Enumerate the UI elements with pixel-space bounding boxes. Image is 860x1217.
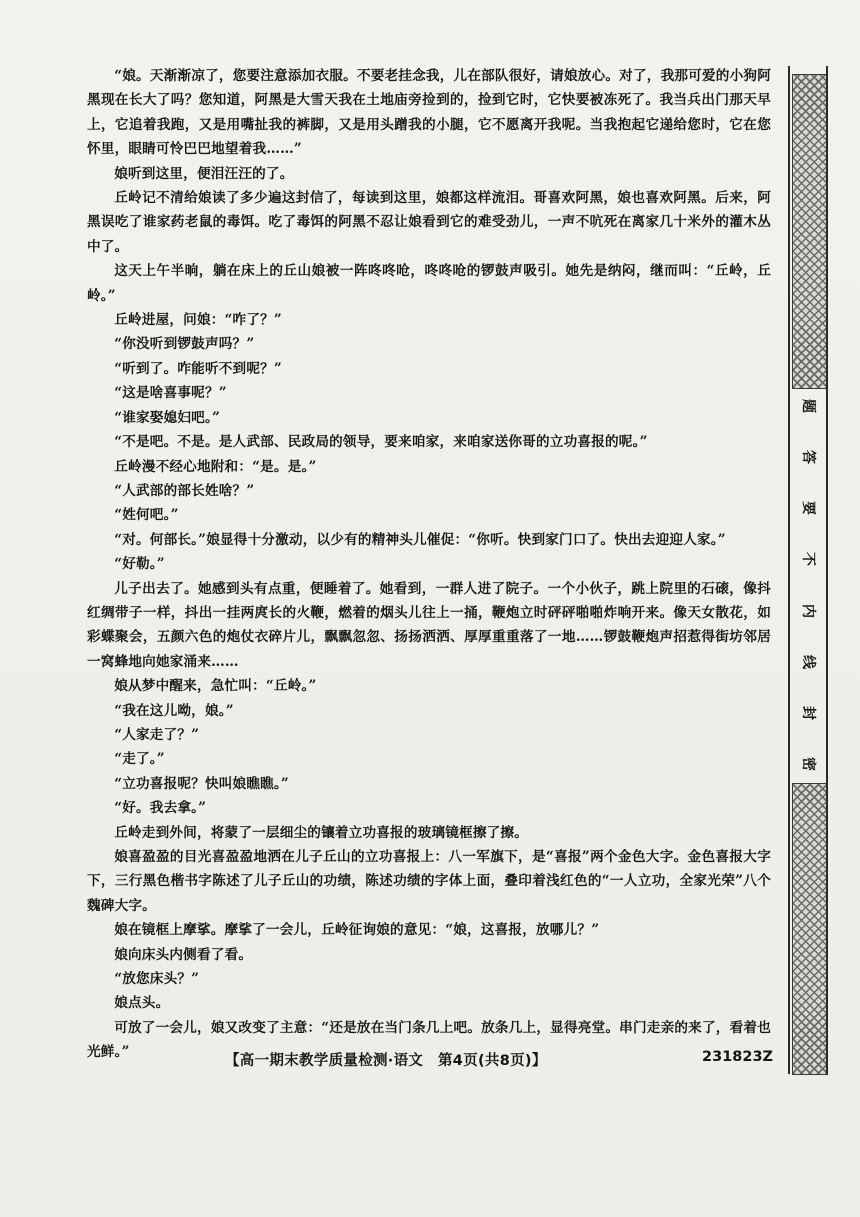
binding-pattern-bottom — [792, 783, 828, 1075]
paragraph: 娘点头。 — [114, 995, 170, 1012]
seal-char: 线 — [800, 654, 816, 669]
seal-char: 内 — [800, 603, 816, 618]
paragraph: “你没听到锣鼓声吗？” — [114, 336, 255, 353]
paragraph: 这天上午半晌，躺在床上的丘山娘被一阵咚咚呛，咚咚呛的锣鼓声吸引。她先是纳闷，继而叫：“丘岭，丘岭。” — [87, 263, 771, 304]
paragraph: “人武部的部长姓啥？” — [114, 482, 255, 499]
paragraph: “我在这儿呦，娘。” — [114, 702, 234, 719]
paragraph: 丘岭漫不经心地附和：“是。是。” — [114, 458, 317, 475]
page-footer — [0, 1049, 860, 1079]
paragraph: 丘岭进屋，问娘：“咋了？” — [114, 312, 282, 329]
paragraph: “谁家娶媳妇吧。” — [114, 409, 220, 426]
paragraph: “立功喜报呢？快叫娘瞧瞧。” — [114, 775, 289, 792]
paragraph: “听到了。咋能听不到呢？” — [114, 360, 282, 377]
paragraph: 娘听到这里，便泪汪汪的了。 — [114, 165, 294, 182]
paragraph: 丘岭走到外间，将蒙了一层细尘的镶着立功喜报的玻璃镜框擦了擦。 — [114, 824, 528, 841]
paragraph: 丘岭记不清给娘读了多少遍这封信了，每读到这里，娘都这样流泪。哥喜欢阿黑，娘也喜欢阿黑。后来，阿黑误吃了谁家药老鼠的毒饵。吃了毒饵的阿黑不忍让娘看到它的难受劲儿，一声不吭死在离家几十米外的灌木丛中了。 — [87, 190, 771, 255]
seal-char: 密 — [800, 756, 816, 771]
paragraph: “好。我去拿。” — [114, 800, 207, 817]
paragraph: “姓何吧。” — [114, 507, 179, 524]
seal-char: 要 — [800, 501, 816, 516]
binding-pattern-top — [792, 74, 828, 389]
paragraph: “走了。” — [114, 751, 165, 768]
footer-title: 【高一期末教学质量检测·语文 第4页(共8页)】 — [225, 1053, 547, 1069]
paragraph: “这是啥喜事呢？” — [114, 385, 227, 402]
binding-line — [826, 66, 828, 1074]
seal-char: 封 — [800, 705, 816, 720]
paragraph: 娘从梦中醒来，急忙叫：“丘岭。” — [114, 678, 317, 695]
paragraph: “对。何部长。”娘显得十分激动，以少有的精神头儿催促：“你听。快到家门口了。快出去迎迎人家。” — [114, 531, 726, 548]
seal-char: 答 — [800, 450, 816, 465]
paragraph: 可放了一会儿，娘又改变了主意：“还是放在当门条几上吧。放条几上，显得亮堂。串门走亲的来了，看着也光鲜。” — [87, 1019, 771, 1061]
footer-code: 231823Z — [702, 1049, 774, 1065]
passage-body — [87, 64, 774, 1065]
paragraph: “人家走了？” — [114, 726, 200, 743]
paragraph: 娘喜盈盈的目光喜盈盈地洒在儿子丘山的立功喜报上：八一军旗下，是“喜报”两个金色大字。金色喜报大字下，三行黑色楷书字陈述了儿子丘山的功绩，陈述功绩的字体上面，叠印着浅红色的“一人立功，全家光荣”八个魏碑大字。 — [87, 849, 771, 914]
paragraph: “好勒。” — [114, 556, 165, 573]
paragraph: “放您床头？” — [114, 971, 200, 988]
seal-line-text — [793, 396, 825, 774]
paragraph: “不是吧。不是。是人武部、民政局的领导，要来咱家，来咱家送你哥的立功喜报的呢。” — [114, 434, 648, 451]
binding-margin — [788, 66, 850, 1074]
paragraph: 儿子出去了。她感到头有点重，便睡着了。她看到，一群人进了院子。一个小伙子，跳上院里的石磙，像抖红绸带子一样，抖出一挂两庹长的火鞭，燃着的烟头儿往上一捅，鞭炮立时砰砰啪啪炸响开来。像天女散花，如彩蝶聚会，五颜六色的炮仗衣碎片儿，飘飘忽忽、扬扬洒洒、厚厚重重落了一地……锣鼓鞭炮声招惹得街坊邻居一窝蜂地向她家涌来…… — [87, 580, 771, 670]
paragraph-letter: “娘。天渐渐凉了，您要注意添加衣服。不要老挂念我，儿在部队很好，请娘放心。对了，我那可爱的小狗阿黑现在长大了吗？您知道，阿黑是大雪天我在土地庙旁捡到的，捡到它时，它快要被冻死了。我当兵出门那天早上，它追着我跑，又是用嘴扯我的裤脚，又是用头蹭我的小腿，它不愿离开我呢。当我抱起它递给您时，它在您怀里，眼睛可怜巴巴地望着我……” — [87, 68, 771, 158]
seal-char: 题 — [800, 399, 816, 413]
seal-char: 不 — [800, 552, 816, 567]
paragraph: 娘向床头内侧看了看。 — [114, 946, 253, 963]
paragraph: 娘在镜框上摩挲。摩挲了一会儿，丘岭征询娘的意见：“娘，这喜报，放哪儿？” — [114, 922, 600, 939]
